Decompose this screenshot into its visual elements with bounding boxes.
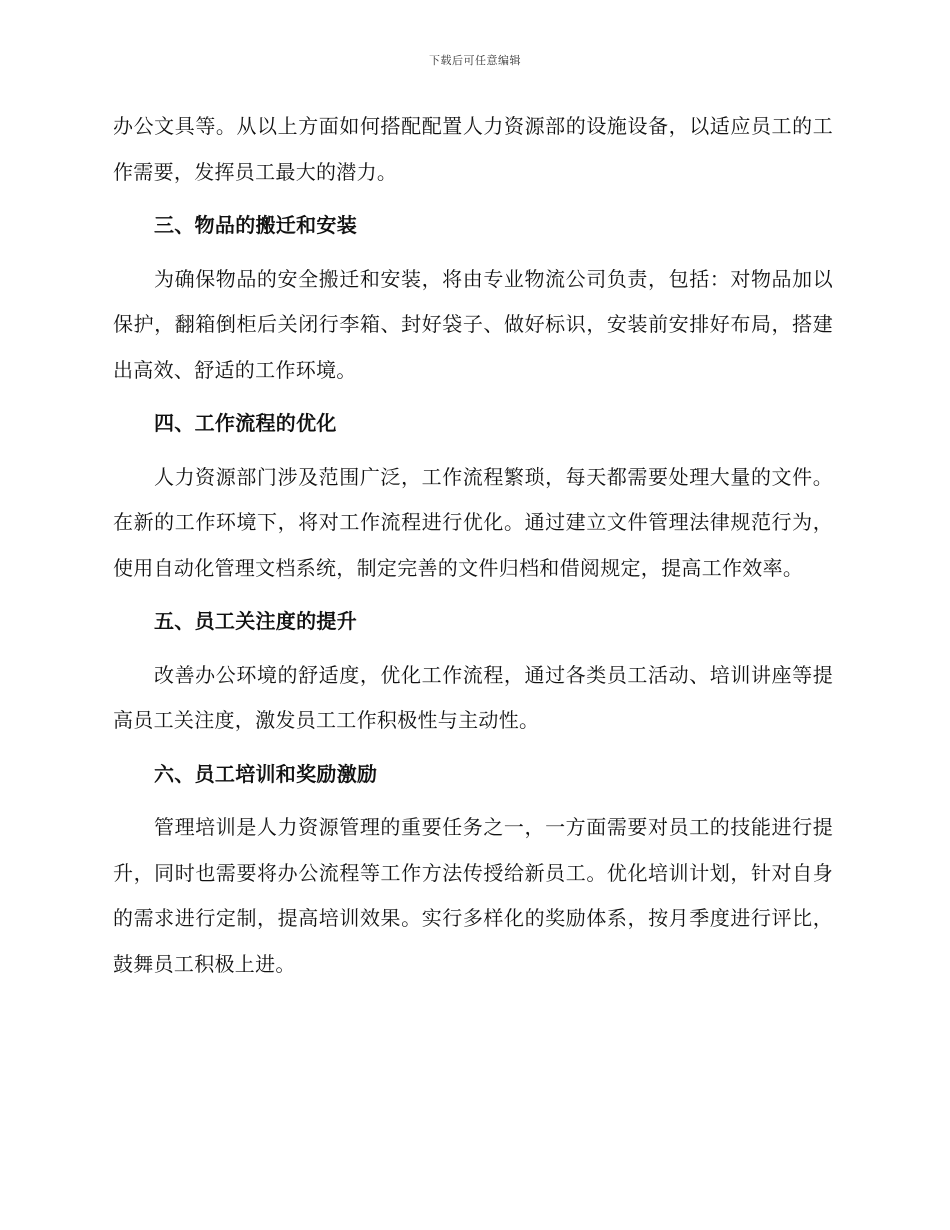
page-header-note: 下载后可任意编辑 bbox=[429, 54, 521, 67]
document-body bbox=[113, 104, 833, 987]
section-heading-5: 五、员工关注度的提升 bbox=[154, 609, 357, 633]
section-body-4: 人力资源部门涉及范围广泛，工作流程繁琐，每天都需要处理大量的文件。在新的工作环境下，将对工作流程进行优化。通过建立文件管理法律规范行为，使用自动化管理文档系统，制定完善的文件归档和借阅规定，提高工作效率。 bbox=[113, 464, 833, 580]
section-body-5: 改善办公环境的舒适度，优化工作流程，通过各类员工活动、培训讲座等提高员工关注度，激发员工工作积极性与主动性。 bbox=[113, 662, 833, 732]
section-heading-4: 四、工作流程的优化 bbox=[154, 411, 337, 435]
section-heading-6: 六、员工培训和奖励激励 bbox=[154, 761, 378, 786]
section-body-3: 为确保物品的安全搬迁和安装，将由专业物流公司负责，包括：对物品加以保护，翻箱倒柜后关闭行李箱、封好袋子、做好标识，安装前安排好布局，搭建出高效、舒适的工作环境。 bbox=[113, 266, 833, 382]
section-body-6: 管理培训是人力资源管理的重要任务之一，一方面需要对员工的技能进行提升，同时也需要将办公流程等工作方法传授给新员工。优化培训计划，针对自身的需求进行定制，提高培训效果。实行多样化的奖励体系，按月季度进行评比，鼓舞员工积极上进。 bbox=[113, 815, 833, 976]
section-heading-3: 三、物品的搬迁和安装 bbox=[154, 213, 357, 237]
intro-paragraph: 办公文具等。从以上方面如何搭配配置人力资源部的设施设备，以适应员工的工作需要，发挥员工最大的潜力。 bbox=[113, 114, 833, 184]
